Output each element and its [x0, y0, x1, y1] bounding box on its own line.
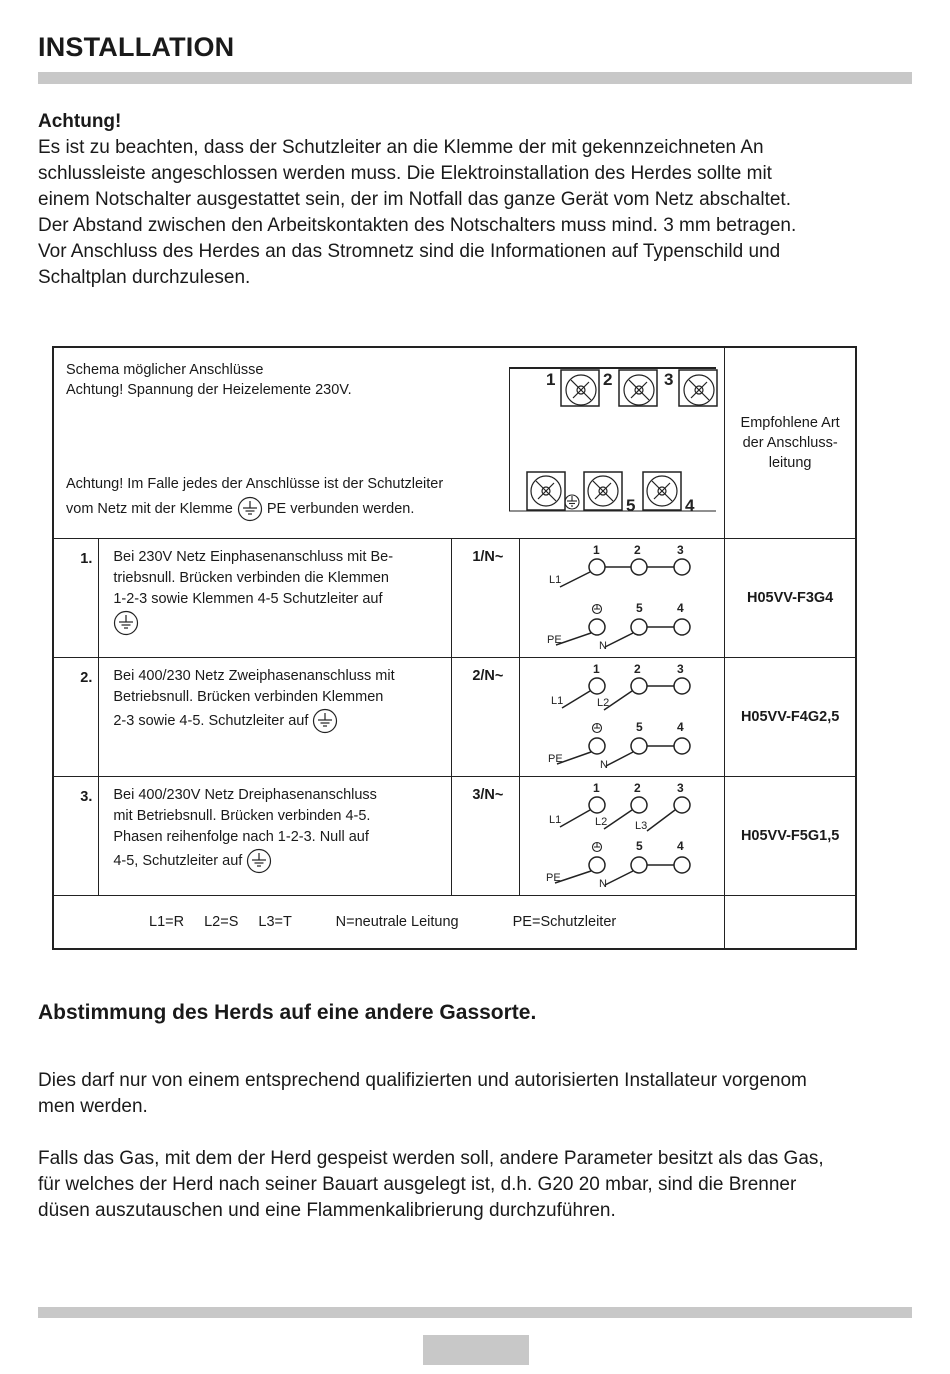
schema-title: Schema möglicher Anschlüsse — [66, 362, 264, 378]
warning-line: schlussleiste angeschlossen werden muss. Die Elektroinstallation des Herdes sollte mit — [38, 163, 772, 184]
svg-text:5: 5 — [636, 720, 643, 734]
wiring-diagram — [520, 777, 725, 896]
warning-line: Schaltplan durchzulesen. — [38, 267, 251, 288]
svg-text:3: 3 — [677, 781, 684, 795]
table-row — [53, 539, 856, 658]
row-number: 2. — [53, 658, 99, 777]
svg-text:4: 4 — [677, 720, 684, 734]
svg-text:L2: L2 — [595, 816, 608, 828]
phase-type: 2/N~ — [452, 658, 520, 777]
pe-note-line: vom Netz mit der Klemme — [66, 500, 233, 517]
svg-text:L1: L1 — [551, 695, 564, 707]
footer-bar — [38, 1307, 912, 1318]
legend-cell — [53, 896, 725, 950]
ground-icon — [312, 708, 338, 734]
row-number: 1. — [53, 539, 99, 658]
svg-text:N: N — [599, 878, 608, 890]
legend-row — [53, 896, 856, 950]
table-row — [53, 777, 856, 896]
cable-type: H05VV-F5G1,5 — [725, 777, 856, 896]
terminal-number: 1 — [546, 370, 556, 389]
terminal-number: 5 — [626, 496, 636, 514]
svg-text:3: 3 — [677, 543, 684, 557]
phase-type: 3/N~ — [452, 777, 520, 896]
svg-text:1: 1 — [593, 781, 600, 795]
svg-text:N: N — [600, 759, 609, 771]
svg-text:PE: PE — [546, 872, 561, 884]
svg-text:PE: PE — [547, 634, 562, 646]
ground-icon — [246, 848, 272, 874]
svg-text:5: 5 — [636, 839, 643, 853]
cable-header-line: leitung — [768, 455, 812, 471]
svg-text:5: 5 — [636, 601, 643, 615]
connection-table — [52, 346, 857, 950]
ground-icon — [565, 495, 579, 509]
legend-item: N=neutrale Leitung — [335, 914, 459, 930]
svg-text:L2: L2 — [597, 697, 610, 709]
wiring-diagram-2 — [520, 658, 724, 772]
schema-header-cell — [53, 347, 725, 539]
svg-text:1: 1 — [593, 543, 600, 557]
phase-type: 1/N~ — [452, 539, 520, 658]
warning-line: Es ist zu beachten, dass der Schutzleiter an die Klemme der mit gekennzeichneten An — [38, 137, 764, 158]
svg-text:4: 4 — [677, 839, 684, 853]
row-number: 3. — [53, 777, 99, 896]
svg-text:1: 1 — [593, 662, 600, 676]
ground-icon — [113, 610, 139, 636]
gas-section-heading: Abstimmung des Herds auf eine andere Gassorte. — [38, 1001, 537, 1024]
warning-text — [38, 135, 904, 291]
legend-item: L1=R — [149, 914, 185, 930]
gas-paragraph-1: Dies darf nur von einem entsprechend qualifizierten und autorisierten Installateur vorgenom men werden. — [38, 1070, 807, 1117]
terminal-number: 4 — [685, 496, 695, 514]
terminal-top-row — [546, 370, 717, 406]
svg-text:L3: L3 — [635, 820, 648, 832]
pe-note-line: PE verbunden werden. — [266, 500, 415, 517]
row-description: Bei 400/230 Netz Zweiphasenanschluss mit Betriebsnull. Brücken verbinden Klemmen 2-3 sowie 4-5. Schutzleiter auf — [99, 658, 452, 777]
svg-text:PE: PE — [548, 753, 563, 765]
voltage-note: Achtung! Spannung der Heizelemente 230V. — [66, 382, 352, 398]
page-number-tab — [423, 1335, 529, 1365]
terminal-block-diagram — [509, 366, 719, 514]
terminal-number: 3 — [664, 370, 674, 389]
warning-line: Vor Anschluss des Herdes an das Stromnetz sind die Informationen auf Typenschild und — [38, 241, 781, 262]
legend-empty-cell — [725, 896, 856, 950]
cable-type: H05VV-F3G4 — [725, 539, 856, 658]
terminal-bottom-row — [527, 472, 695, 514]
cable-type-header — [725, 347, 856, 539]
page-title: INSTALLATION — [38, 32, 235, 62]
wiring-diagram — [520, 539, 725, 658]
warning-line: einem Notschalter ausgestattet sein, der im Notfall das ganze Gerät vom Netz abschaltet. — [38, 189, 791, 210]
terminal-number: 2 — [603, 370, 613, 389]
row-description: Bei 230V Netz Einphasenanschluss mit Be- triebsnull. Brücken verbinden die Klemmen 1-2-3 sowie Klemmen 4-5 Schutzleiter auf — [99, 539, 452, 658]
wiring-diagram-1 — [520, 539, 724, 653]
svg-text:3: 3 — [677, 662, 684, 676]
warning-heading: Achtung! — [38, 111, 122, 132]
cable-header-line: der Anschluss- — [742, 435, 838, 451]
svg-text:L1: L1 — [549, 574, 562, 586]
legend-item: L2=S — [204, 914, 239, 930]
warning-line: Der Abstand zwischen den Arbeitskontakten des Notschalters muss mind. 3 mm betragen. — [38, 215, 797, 236]
cable-type: H05VV-F4G2,5 — [725, 658, 856, 777]
header-bar — [38, 72, 912, 84]
wiring-diagram — [520, 658, 725, 777]
gas-paragraph-2: Falls das Gas, mit dem der Herd gespeist werden soll, andere Parameter besitzt als das Gas, für welches der Herd nach seiner Bauart ausgelegt ist, d.h. G20 20 mbar, sind die Brenner düsen auszutauschen und eine Flammenkalibrierung durchzuführen. — [38, 1148, 824, 1221]
ground-icon — [237, 496, 263, 522]
svg-text:4: 4 — [677, 601, 684, 615]
svg-text:2: 2 — [634, 662, 641, 676]
wiring-diagram-3 — [520, 777, 724, 891]
legend-item: PE=Schutzleiter — [512, 914, 617, 930]
table-row — [53, 658, 856, 777]
cable-header-line: Empfohlene Art — [740, 415, 840, 431]
svg-text:2: 2 — [634, 781, 641, 795]
svg-text:N: N — [599, 640, 608, 652]
pe-note-line: Achtung! Im Falle jedes der Anschlüsse ist der Schutzleiter — [66, 476, 444, 492]
svg-text:L1: L1 — [549, 814, 562, 826]
svg-text:2: 2 — [634, 543, 641, 557]
row-description: Bei 400/230V Netz Dreiphasenanschluss mit Betriebsnull. Brücken verbinden 4-5. Phasen reihenfolge nach 1-2-3. Null auf 4-5, Schutzleiter auf — [99, 777, 452, 896]
legend-item: L3=T — [258, 914, 292, 930]
